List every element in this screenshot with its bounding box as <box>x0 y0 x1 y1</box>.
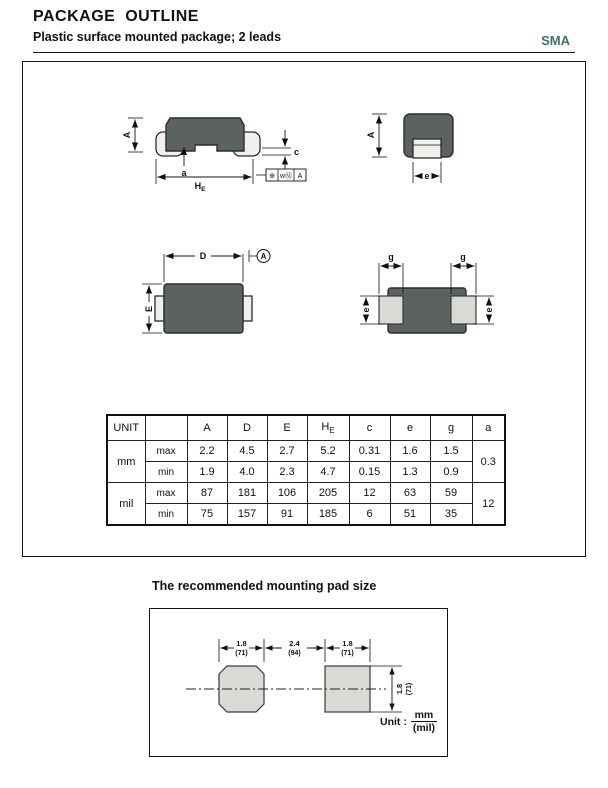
datum-A-label: A <box>260 252 267 261</box>
pad-left <box>379 296 403 324</box>
cell-value: 4.7 <box>307 462 349 483</box>
cell-unit-mil: mil <box>107 483 145 526</box>
dim-A-end <box>366 114 387 157</box>
table-row-mil-min <box>107 504 505 526</box>
table-row-mm-min <box>107 462 505 483</box>
cell-value: 2.2 <box>187 441 227 462</box>
fcf-symbol-position: ⊕ <box>269 173 275 180</box>
dim-A-side <box>122 118 143 152</box>
header-HE <box>307 415 349 441</box>
unit-label: Unit : <box>380 715 407 728</box>
cell-value: 106 <box>267 483 307 504</box>
pad-section-title: The recommended mounting pad size <box>152 579 377 593</box>
cell-value: 6 <box>349 504 390 526</box>
cell-value-a-mil: 12 <box>472 483 505 526</box>
cell-value: 87 <box>187 483 227 504</box>
package-body-top <box>164 284 243 333</box>
cell-value: 51 <box>390 504 430 526</box>
header-D: D <box>227 415 267 441</box>
unit-fraction <box>411 709 437 734</box>
cell-value: 1.3 <box>390 462 430 483</box>
dim-pad-right-mil: (71) <box>341 650 354 657</box>
header-a: a <box>472 415 505 441</box>
cell-value: 1.6 <box>390 441 430 462</box>
pad-right <box>451 296 476 324</box>
dim-E-label: E <box>144 305 154 313</box>
cell-limit: max <box>145 483 187 504</box>
cell-value: 75 <box>187 504 227 526</box>
dim-A-label: A <box>122 131 132 139</box>
package-name: SMA <box>541 33 570 48</box>
cell-value: 91 <box>267 504 307 526</box>
page-subtitle: Plastic surface mounted package; 2 leads <box>33 30 282 44</box>
cell-value: 63 <box>390 483 430 504</box>
dim-e-left-label: e <box>361 307 371 313</box>
dim-e-end-label: e <box>424 171 430 181</box>
dim-pad-gap-mm: 2.4 <box>289 639 300 648</box>
tab-left <box>155 296 164 321</box>
header-HE-main: H <box>321 420 330 433</box>
feature-control-frame <box>256 169 306 181</box>
cell-value: 1.5 <box>430 441 472 462</box>
header-c: c <box>349 415 390 441</box>
dim-D-top <box>164 251 243 282</box>
dim-pad-gap-mil: (94) <box>288 650 301 657</box>
bottom-view <box>360 252 494 333</box>
dimension-table <box>106 414 506 526</box>
cell-value: 59 <box>430 483 472 504</box>
cell-limit: max <box>145 441 187 462</box>
dim-pad-height-mm: 1.8 <box>395 683 404 695</box>
cell-value: 2.3 <box>267 462 307 483</box>
cell-value: 4.0 <box>227 462 267 483</box>
unit-note <box>380 709 437 734</box>
outline-drawing-box <box>22 61 586 557</box>
cell-value: 0.31 <box>349 441 390 462</box>
header-HE-sub: E <box>329 426 335 436</box>
page-title: PACKAGE OUTLINE <box>33 8 199 25</box>
header-e: e <box>390 415 430 441</box>
dim-pad-height <box>370 666 413 712</box>
unit-numerator: mm <box>414 709 434 721</box>
header-g: g <box>430 415 472 441</box>
cell-unit-mm: mm <box>107 441 145 483</box>
header-rule <box>33 52 575 53</box>
cell-value: 185 <box>307 504 349 526</box>
table-row-mm-max <box>107 441 505 462</box>
dim-a-label: a <box>181 168 187 178</box>
cell-value: 1.9 <box>187 462 227 483</box>
cell-value: 0.9 <box>430 462 472 483</box>
cell-value: 181 <box>227 483 267 504</box>
lead-end <box>413 139 441 158</box>
tab-right <box>243 296 252 321</box>
dim-e-right-label: e <box>484 307 494 313</box>
package-views-drawing <box>23 62 584 412</box>
dim-HE-side <box>156 159 253 193</box>
cell-value: 5.2 <box>307 441 349 462</box>
cell-value-a-mm: 0.3 <box>472 441 505 483</box>
datum-A-symbol <box>249 250 270 263</box>
dim-c-label: c <box>294 147 300 157</box>
cell-value: 35 <box>430 504 472 526</box>
dim-HE-label <box>195 181 207 193</box>
dim-HE-sub: E <box>201 186 206 193</box>
dim-e-right <box>474 296 494 324</box>
dim-g-right-label: g <box>460 252 466 262</box>
header-blank <box>145 415 187 441</box>
pad-dimension-chain <box>219 639 370 662</box>
table-header-row <box>107 415 505 441</box>
package-body-side <box>166 118 244 151</box>
dim-g-left-label: g <box>388 252 394 262</box>
dim-pad-right-mm: 1.8 <box>342 639 353 648</box>
dim-pad-gap <box>288 639 300 657</box>
pad-drawing-box <box>149 608 448 757</box>
header-E: E <box>267 415 307 441</box>
cell-value: 12 <box>349 483 390 504</box>
cell-value: 4.5 <box>227 441 267 462</box>
unit-denominator: (mil) <box>412 722 435 735</box>
dim-e-end <box>413 162 441 183</box>
dim-c-side <box>262 130 299 173</box>
dim-HE-main: H <box>194 181 202 191</box>
header-A: A <box>187 415 227 441</box>
fcf-tolerance: wⓂ <box>279 173 293 180</box>
cell-limit: min <box>145 462 187 483</box>
end-view <box>366 114 453 183</box>
cell-value: 0.15 <box>349 462 390 483</box>
top-view <box>142 250 270 334</box>
dim-e-left <box>360 296 380 324</box>
side-view <box>122 118 306 193</box>
dim-A-end-label: A <box>366 131 376 139</box>
fcf-datum-ref: A <box>297 173 303 180</box>
table-row-mil-max <box>107 483 505 504</box>
header-unit: UNIT <box>107 415 145 441</box>
dim-pad-right <box>341 639 353 657</box>
cell-value: 205 <box>307 483 349 504</box>
dim-D-label: D <box>199 251 207 261</box>
cell-value: 2.7 <box>267 441 307 462</box>
dim-pad-left <box>235 639 247 657</box>
dim-pad-height-mil: (71) <box>406 682 413 696</box>
dim-pad-left-mil: (71) <box>235 650 248 657</box>
cell-limit: min <box>145 504 187 526</box>
dim-pad-left-mm: 1.8 <box>236 639 247 648</box>
cell-value: 157 <box>227 504 267 526</box>
